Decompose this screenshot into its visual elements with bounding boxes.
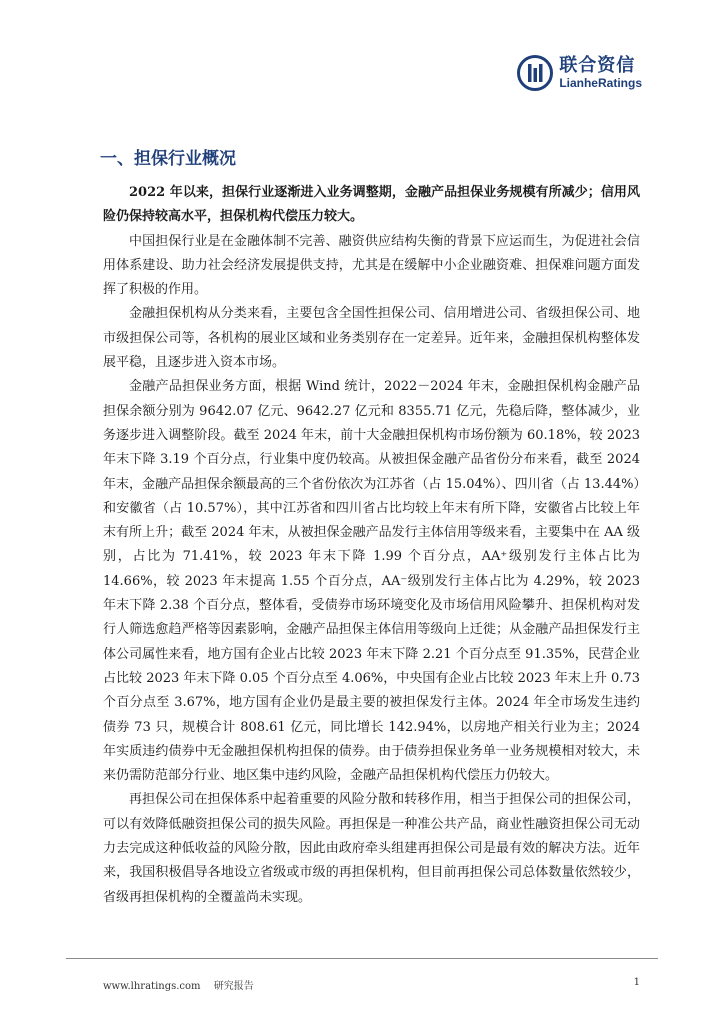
paragraph: 金融担保机构从分类来看，主要包含全国性担保公司、信用增进公司、省级担保公司、地市级担保公司等，各机构的展业区域和业务类别存在一定差异。近年来，金融担保机构整体发展平稳，且逐步进入资本市场。 [103, 306, 640, 371]
page-footer [103, 977, 640, 992]
brand-name-en: LianheRatings [559, 76, 642, 90]
footer-website: www.lhratings.com [103, 981, 201, 992]
brand-logo [517, 55, 642, 91]
section-title: 一、担保行业概况 [100, 149, 236, 169]
lead-paragraph: 2022 年以来，担保行业逐渐进入业务调整期，金融产品担保业务规模有所减少；信用风险仍保持较高水平，担保机构代偿压力较大。 [103, 185, 640, 225]
footer-divider [66, 958, 658, 959]
body-text [103, 181, 640, 910]
paragraph: 中国担保行业是在金融体制不完善、融资供应结构失衡的背景下应运而生，为促进社会信用体系建设、助力社会经济发展提供支持，尤其是在缓解中小企业融资难、担保难问题方面发挥了积极的作用。 [103, 233, 640, 298]
page-number: 1 [633, 977, 640, 988]
paragraph: 再担保公司在担保体系中起着重要的风险分散和转移作用，相当于担保公司的担保公司，可以有效降低融资担保公司的损失风险。再担保是一种准公共产品，商业性融资担保公司无动力去完成这种低收益的风险分散，因此由政府牵头组建再担保公司是最有效的解决方法。近年来，我国积极倡导各地设立省级或市级的再担保机构，但目前再担保公司总体数量依然较少，省级再担保机构的全覆盖尚未实现。 [103, 792, 640, 905]
lianhe-logo-icon [517, 55, 553, 91]
brand-name-cn: 联合资信 [559, 55, 636, 76]
footer-doc-type: 研究报告 [213, 981, 254, 992]
paragraph: 金融产品担保业务方面，根据 Wind 统计，2022－2024 年末，金融担保机构金融产品担保余额分别为 9642.07 亿元、9642.27 亿元和 8355.71 亿元，先稳后降，整体减少，业务逐步进入调整阶段。截至 2024 年末，前十大金融担保机构市场份额为 60.18%，较 2023 年末下降 3.19 个百分点，行业集中度仍较高。从被担保金融产品省份分布来看，截至 2024 年末，金融产品担保余额最高的三个省份依次为江苏省（占 15.04%）、四川省（占 13.44%）和安徽省（占 10.57%），其中江苏省和四川省占比均较上年末有所下降，安徽省占比较上年末有所上升；截至 2024 年末，从被担保金融产品发行主体信用等级来看，主要集中在 AA 级别，占比为 71.41%，较 2023 年末下降 1.99 个百分点，AA⁺级别发行主体占比为 14.66%，较 2023 年末提高 1.55 个百分点，AA⁻级别发行主体占比为 4.29%，较 2023 年末下降 2.38 个百分点，整体看，受债券市场环境变化及市场信用风险攀升、担保机构对发行人筛选愈趋严格等因素影响，金融产品担保主体信用等级向上迁徙；从金融产品担保发行主体公司属性来看，地方国有企业占比较 2023 年末下降 2.21 个百分点至 91.35%，民营企业占比较 2023 年末下降 0.05 个百分点至 4.06%，中央国有企业占比较 2023 年末上升 0.73 个百分点至 3.67%，地方国有企业仍是最主要的被担保发行主体。2024 年全市场发生违约债券 73 只，规模合计 808.61 亿元，同比增长 142.94%，以房地产相关行业为主；2024 年实质违约债券中无金融担保机构担保的债券。由于债券担保业务单一业务规模相对较大，未来仍需防范部分行业、地区集中违约风险，金融产品担保机构代偿压力仍较大。 [103, 379, 640, 784]
